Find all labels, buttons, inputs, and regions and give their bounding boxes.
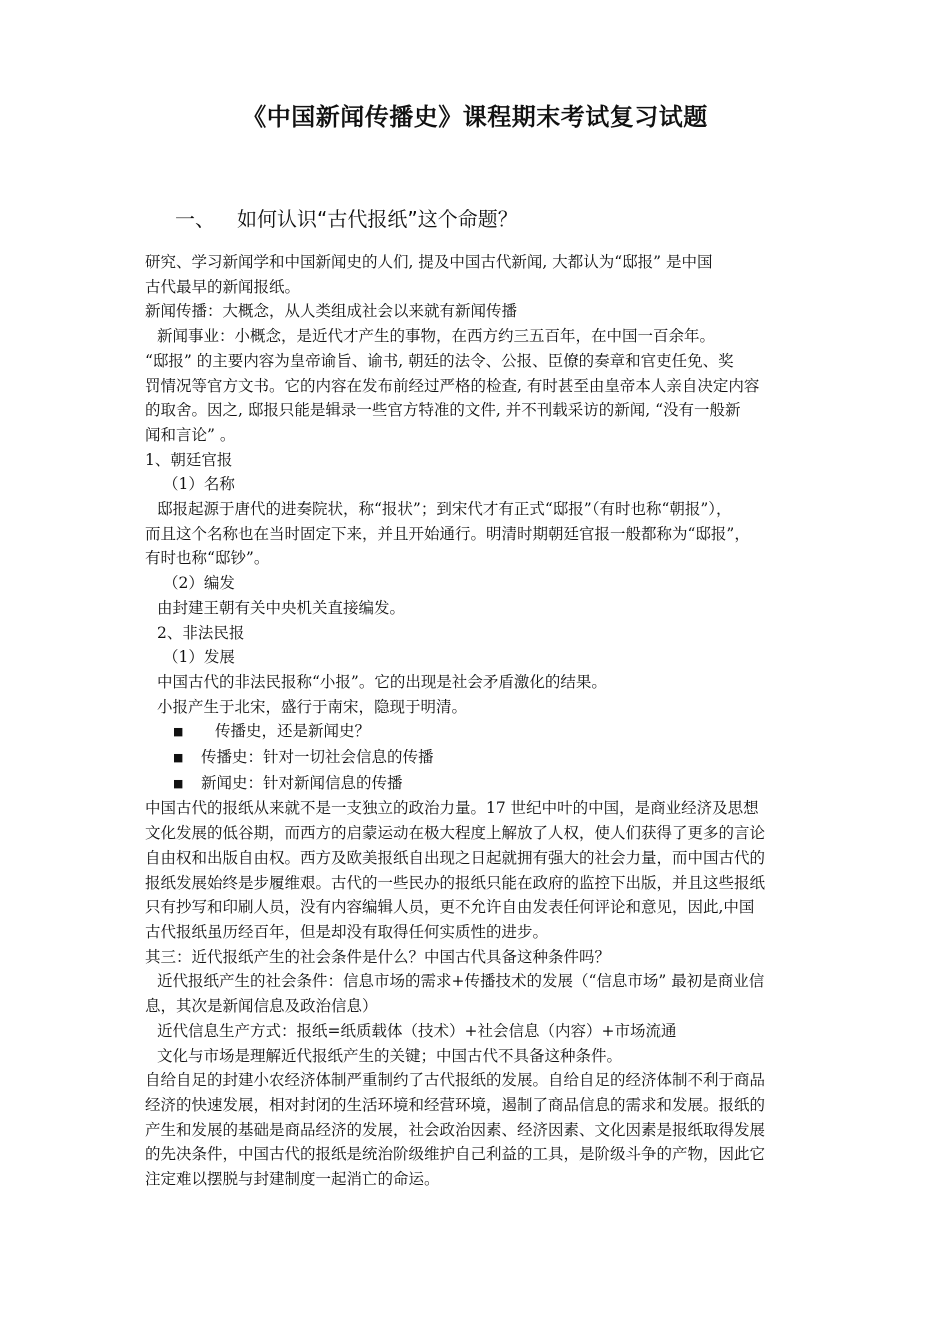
paragraph-line: 的先决条件，中国古代的报纸是统治阶级维护自己利益的工具，是阶级斗争的产物，因此它 (145, 1145, 766, 1164)
paragraph-line: 邸报起源于唐代的进奏院状，称“报状”；到宋代才有正式“邸报”（有时也称“朝报”）， (157, 500, 732, 519)
paragraph-line: 近代报纸产生的社会条件：信息市场的需求+传播技术的发展（“信息市场” 最初是商业信 (157, 972, 765, 991)
section-number: 一、 (175, 207, 215, 231)
paragraph-line: 有时也称“邸钞”。 (145, 549, 270, 568)
paragraph-line: 只有抄写和印刷人员，没有内容编辑人员，更不允许自由发表任何评论和意见，因此,中国 (145, 898, 755, 917)
list-item (145, 719, 810, 745)
list-item (145, 745, 810, 771)
paragraph-line: 近代信息生产方式：报纸=纸质载体（技术）+社会信息（内容）+市场流通 (157, 1021, 677, 1040)
paragraph-line: 的取舍。因之, 邸报只能是辑录一些官方特准的文件, 并不刊载采访的新闻, “没有一般新 (145, 401, 741, 420)
paragraph-line: 小报产生于北宋，盛行于南宋，隐现于明清。 (157, 697, 468, 716)
paragraph-line: 而且这个名称也在当时固定下来，并且开始通行。明清时期朝廷官报一般都称为“邸报”， (145, 524, 750, 543)
paragraph-line: 新闻事业：小概念，是近代才产生的事物，在西方约三五百年，在中国一百余年。 (157, 327, 716, 346)
subheading: 2、非法民报 (157, 623, 245, 642)
paragraph-line: 研究、学习新闻学和中国新闻史的人们, 提及中国古代新闻, 大都认为“邸报” 是中国 (145, 253, 713, 271)
paragraph-line: 文化与市场是理解近代报纸产生的关键；中国古代不具备这种条件。 (157, 1046, 623, 1065)
paragraph-line: 闻和言论” 。 (145, 425, 236, 444)
list-item-text: 传播史，还是新闻史？ (215, 722, 371, 741)
paragraph-line: 报纸发展始终是步履维艰。古代的一些民办的报纸只能在政府的监控下出版，并且这些报纸 (145, 873, 766, 892)
paragraph-line: 罚情况等官方文书。它的内容在发布前经过严格的检查, 有时甚至由皇帝本人亲自决定内容 (145, 376, 760, 395)
paragraph-line: 自给自足的封建小农经济体制严重制约了古代报纸的发展。自给自足的经济体制不利于商品 (145, 1071, 766, 1090)
paragraph-line: 古代报纸虽历经百年，但是却没有取得任何实质性的进步。 (145, 922, 549, 941)
paragraph-line: 中国古代的非法民报称“小报”。它的出现是社会矛盾激化的结果。 (157, 672, 607, 691)
subheading: （1）发展 (163, 648, 235, 667)
bullet-icon: ■ (173, 776, 184, 790)
paragraph-line: 产生和发展的基础是商品经济的发展，社会政治因素、经济因素、文化因素是报纸取得发展 (145, 1120, 766, 1139)
body-text (145, 250, 810, 1192)
paragraph-line: 古代最早的新闻报纸。 (145, 277, 301, 296)
subheading: （1）名称 (163, 475, 235, 494)
document-title: 《中国新闻传播史》课程期末考试复习试题 (242, 103, 708, 131)
paragraph-line: 经济的快速发展，相对封闭的生活环境和经营环境，遏制了商品信息的需求和发展。报纸的 (145, 1095, 766, 1114)
paragraph-line: 其三：近代报纸产生的社会条件是什么？中国古代具备这种条件吗？ (145, 947, 611, 966)
list-item (145, 771, 810, 797)
paragraph-line: 文化发展的低谷期，而西方的启蒙运动在极大程度上解放了人权，使人们获得了更多的言论 (145, 824, 766, 843)
paragraph-line: 自由权和出版自由权。西方及欧美报纸自出现之日起就拥有强大的社会力量，而中国古代的 (145, 848, 766, 867)
list-item-text: 传播史：针对一切社会信息的传播 (201, 748, 434, 767)
section-title: 如何认识“古代报纸”这个命题？ (237, 207, 518, 231)
section-heading (175, 203, 518, 235)
paragraph-line: 中国古代的报纸从来就不是一支独立的政治力量。17 世纪中叶的中国，是商业经济及思想 (145, 799, 759, 818)
bullet-icon: ■ (173, 751, 184, 765)
paragraph-line: “邸报” 的主要内容为皇帝谕旨、谕书, 朝廷的法令、公报、臣僚的奏章和官吏任免、奖 (145, 351, 734, 370)
paragraph-line: 由封建王朝有关中央机关直接编发。 (157, 598, 406, 617)
list-item-text: 新闻史：针对新闻信息的传播 (201, 773, 403, 792)
paragraph-line: 新闻传播：大概念，从人类组成社会以来就有新闻传播 (145, 302, 518, 321)
paragraph-line: 息，其次是新闻信息及政治信息） (145, 997, 378, 1016)
subheading: （2）编发 (163, 574, 235, 593)
bullet-icon: ■ (173, 725, 184, 739)
subheading: 1、朝廷官报 (145, 450, 233, 469)
paragraph-line: 注定难以摆脱与封建制度一起消亡的命运。 (145, 1170, 440, 1189)
